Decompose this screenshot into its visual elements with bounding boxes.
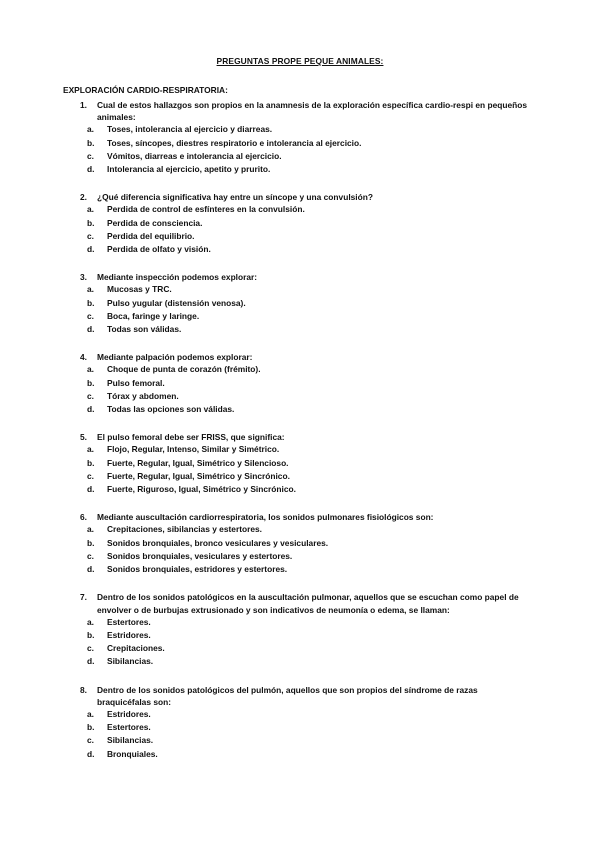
option-letter: b. xyxy=(87,297,95,308)
option-text: Choque de punta de corazón (frémito). xyxy=(107,364,261,375)
option-text: Sibilancias. xyxy=(107,735,154,746)
option-text: Estertores. xyxy=(107,722,151,733)
option-text: Crepitaciones, sibilancias y estertores. xyxy=(107,524,263,535)
option-text: Perdida de consciencia. xyxy=(107,217,203,228)
question-row xyxy=(63,591,533,615)
option-letter: d. xyxy=(87,164,95,175)
page-title: PREGUNTAS PROPE PEQUE ANIMALES: xyxy=(216,56,384,66)
option-letter: a. xyxy=(87,204,94,215)
option-letter: c. xyxy=(87,550,94,561)
answer-option xyxy=(63,403,533,416)
option-text: Pulso yugular (distensión venosa). xyxy=(107,297,246,308)
option-letter: a. xyxy=(87,444,94,455)
option-text: Mucosas y TRC. xyxy=(107,284,172,295)
option-letter: c. xyxy=(87,735,94,746)
option-letter: b. xyxy=(87,722,95,733)
option-letter: c. xyxy=(87,230,94,241)
option-text: Flojo, Regular, Intenso, Similar y Simétrico. xyxy=(107,444,280,455)
question-number: 5. xyxy=(80,432,87,443)
answer-option xyxy=(63,443,533,456)
option-letter: b. xyxy=(87,629,95,640)
option-letter: d. xyxy=(87,656,95,667)
answer-option xyxy=(63,297,533,310)
option-text: Todas son válidas. xyxy=(107,324,182,335)
option-text: Perdida de olfato y visión. xyxy=(107,244,211,255)
answer-option xyxy=(63,708,533,721)
answer-option xyxy=(63,655,533,668)
section-heading: EXPLORACIÓN CARDIO-RESPIRATORIA: xyxy=(63,85,228,95)
option-text: Perdida de control de esfínteres en la convulsión. xyxy=(107,204,305,215)
option-letter: c. xyxy=(87,470,94,481)
option-letter: d. xyxy=(87,748,95,759)
option-letter: b. xyxy=(87,537,95,548)
option-letter: b. xyxy=(87,137,95,148)
option-text: Toses, intolerancia al ejercicio y diarreas. xyxy=(107,124,273,135)
answer-option xyxy=(63,616,533,629)
option-text: Estridores. xyxy=(107,708,151,719)
answer-option xyxy=(63,748,533,761)
option-text: Perdida del equilibrio. xyxy=(107,230,195,241)
question-number: 7. xyxy=(80,592,87,603)
option-text: Bronquiales. xyxy=(107,748,158,759)
answer-option xyxy=(63,203,533,216)
option-text: Sibilancias. xyxy=(107,656,154,667)
option-letter: d. xyxy=(87,484,95,495)
question-text: Mediante palpación podemos explorar: xyxy=(97,352,253,363)
question-number: 3. xyxy=(80,272,87,283)
question-5 xyxy=(63,431,533,496)
option-letter: b. xyxy=(87,217,95,228)
answer-option xyxy=(63,642,533,655)
option-letter: b. xyxy=(87,457,95,468)
option-text: Fuerte, Regular, Igual, Simétrico y Silencioso. xyxy=(107,457,289,468)
option-text: Pulso femoral. xyxy=(107,377,165,388)
question-2 xyxy=(63,191,533,256)
option-text: Sonidos bronquiales, vesiculares y estertores. xyxy=(107,550,293,561)
answer-option xyxy=(63,537,533,550)
option-text: Tórax y abdomen. xyxy=(107,390,179,401)
question-number: 8. xyxy=(80,684,87,695)
question-number: 1. xyxy=(80,100,87,110)
answer-option xyxy=(63,310,533,323)
answer-option xyxy=(63,283,533,296)
option-letter: d. xyxy=(87,564,95,575)
option-letter: b. xyxy=(87,377,95,388)
question-text: Mediante auscultación cardiorrespiratoria, los sonidos pulmonares fisiológicos son: xyxy=(97,512,434,523)
answer-option xyxy=(63,523,533,536)
answer-option xyxy=(63,629,533,642)
answer-option xyxy=(63,137,533,150)
question-text: ¿Qué diferencia significativa hay entre un síncope y una convulsión? xyxy=(97,192,373,203)
option-letter: a. xyxy=(87,524,94,535)
question-6 xyxy=(63,511,533,576)
option-text: Vómitos, diarreas e intolerancia al ejercicio. xyxy=(107,150,282,161)
option-letter: a. xyxy=(87,708,94,719)
option-text: Fuerte, Regular, Igual, Simétrico y Sincrónico. xyxy=(107,470,290,481)
option-text: Estertores. xyxy=(107,616,151,627)
option-text: Intolerancia al ejercicio, apetito y prurito. xyxy=(107,164,271,175)
option-letter: a. xyxy=(87,284,94,295)
question-8 xyxy=(63,684,533,761)
question-text: Dentro de los sonidos patológicos en la auscultación pulmonar, aquellos que se escuchan como papel de envolver o de burbujas extrusionado y son indicativos de neumonía o edema, se llaman: xyxy=(97,592,519,615)
option-letter: c. xyxy=(87,643,94,654)
option-letter: c. xyxy=(87,150,94,161)
question-text: Dentro de los sonidos patológicos del pulmón, aquellos que son propios del síndrome de razas braquicéfalas son: xyxy=(97,684,478,707)
answer-option xyxy=(63,377,533,390)
answer-option xyxy=(63,457,533,470)
answer-option xyxy=(63,150,533,163)
option-letter: a. xyxy=(87,364,94,375)
question-number: 4. xyxy=(80,352,87,363)
option-letter: d. xyxy=(87,244,95,255)
question-text: Mediante inspección podemos explorar: xyxy=(97,272,258,283)
option-text: Fuerte, Riguroso, Igual, Simétrico y Sincrónico. xyxy=(107,484,296,495)
answer-option xyxy=(63,721,533,734)
question-list xyxy=(63,99,533,776)
question-4 xyxy=(63,351,533,416)
question-number: 2. xyxy=(80,192,87,203)
answer-option xyxy=(63,483,533,496)
option-text: Todas las opciones son válidas. xyxy=(107,404,235,415)
answer-option xyxy=(63,217,533,230)
question-3 xyxy=(63,271,533,336)
option-letter: c. xyxy=(87,310,94,321)
question-number: 6. xyxy=(80,512,87,523)
option-text: Estridores. xyxy=(107,629,151,640)
answer-option xyxy=(63,563,533,576)
answer-option xyxy=(63,230,533,243)
answer-option xyxy=(63,163,533,176)
question-text: Cual de estos hallazgos son propios en la anamnesis de la exploración específica cardio-respi en pequeños animales: xyxy=(97,100,528,123)
question-row xyxy=(63,431,533,443)
question-row xyxy=(63,684,533,708)
answer-option xyxy=(63,323,533,336)
option-text: Sonidos bronquiales, estridores y estertores. xyxy=(107,564,288,575)
answer-option xyxy=(63,550,533,563)
option-text: Toses, síncopes, diestres respiratorio e intolerancia al ejercicio. xyxy=(107,137,362,148)
question-1 xyxy=(63,99,533,176)
option-letter: d. xyxy=(87,324,95,335)
question-row xyxy=(63,191,533,203)
option-text: Sonidos bronquiales, bronco vesiculares y vesiculares. xyxy=(107,537,329,548)
question-row xyxy=(63,351,533,363)
question-row xyxy=(63,511,533,523)
answer-option xyxy=(63,470,533,483)
option-letter: a. xyxy=(87,124,94,135)
answer-option xyxy=(63,243,533,256)
question-7 xyxy=(63,591,533,668)
option-letter: d. xyxy=(87,404,95,415)
answer-option xyxy=(63,123,533,136)
option-text: Crepitaciones. xyxy=(107,643,165,654)
answer-option xyxy=(63,363,533,376)
question-row xyxy=(63,271,533,283)
option-text: Boca, faringe y laringe. xyxy=(107,310,200,321)
question-text: El pulso femoral debe ser FRISS, que significa: xyxy=(97,432,285,443)
answer-option xyxy=(63,734,533,747)
option-letter: a. xyxy=(87,616,94,627)
answer-option xyxy=(63,390,533,403)
question-row xyxy=(63,99,533,123)
option-letter: c. xyxy=(87,390,94,401)
